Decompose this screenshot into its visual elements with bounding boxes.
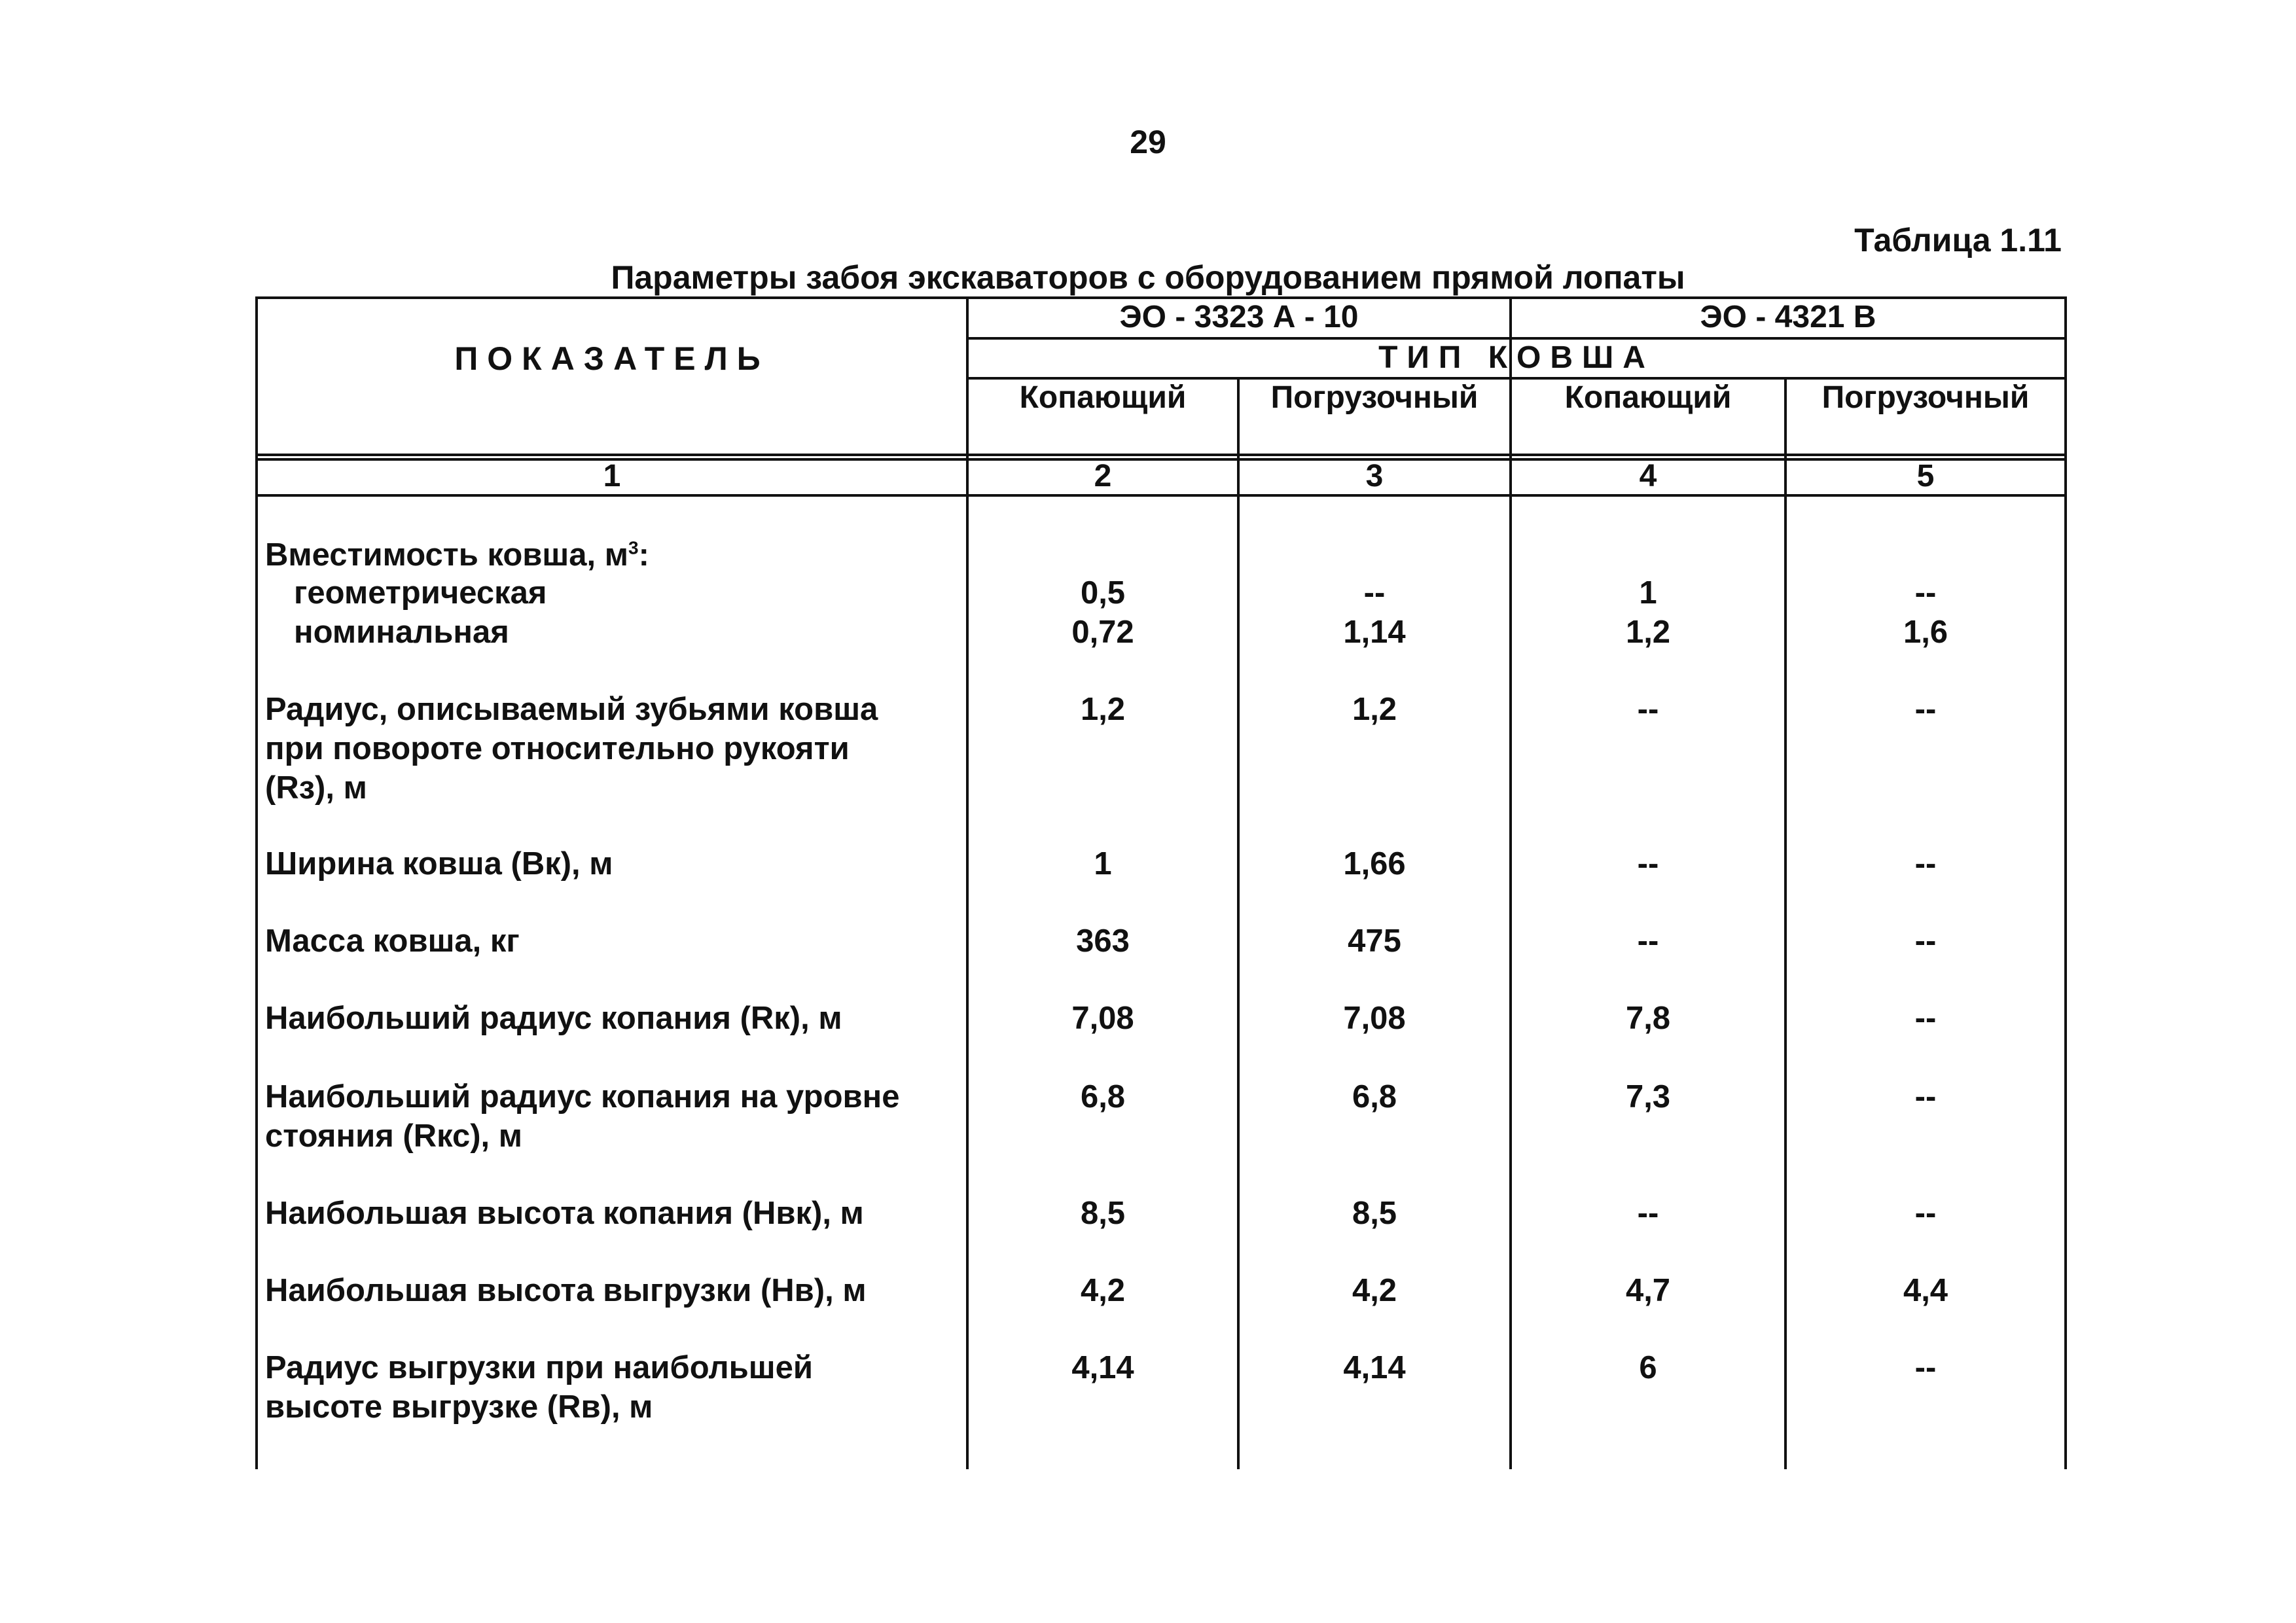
row-label-max-dig-height: Наибольшая высота копания (Нвк), м [265, 1196, 864, 1231]
cell-dig-radius-level-c2: 6,8 [1080, 1079, 1126, 1115]
row-label-capacity-text: Вместимость ковша, м [265, 537, 628, 573]
row-label-bucket-mass: Масса ковша, кг [265, 923, 520, 959]
cell-max-dig-radius-c2: 7,08 [1071, 1001, 1134, 1036]
row-label-capacity-suffix: : [638, 537, 649, 573]
cell-teeth-radius-c5: -- [1914, 692, 1937, 727]
row-label-geometric: геометрическая [294, 575, 547, 611]
cell-bucket-width-c5: -- [1914, 846, 1937, 882]
cell-bucket-width-c4: -- [1637, 846, 1659, 882]
page-number: 29 [1130, 124, 1166, 160]
row-label-teeth-radius-3: (Rз), м [265, 770, 367, 806]
row-label-max-unload-height: Наибольшая высота выгрузки (Нв), м [265, 1273, 867, 1308]
row-label-dig-radius-level-2: стояния (Rкс), м [265, 1118, 523, 1154]
cell-nominal-c4: 1,2 [1625, 615, 1671, 650]
row-label-capacity-sup: 3 [628, 537, 639, 558]
cell-max-dig-height-c5: -- [1914, 1196, 1937, 1231]
row-label-dig-radius-level-1: Наибольший радиус копания на уровне [265, 1079, 900, 1115]
cell-bucket-mass-c3: 475 [1348, 923, 1401, 959]
header-subcol-3: Копающий [1564, 380, 1732, 415]
cell-bucket-width-c3: 1,66 [1343, 846, 1406, 882]
cell-max-dig-height-c2: 8,5 [1080, 1196, 1126, 1231]
table-label: Таблица 1.11 [1854, 222, 2062, 259]
cell-bucket-mass-c2: 363 [1076, 923, 1130, 959]
col-number-4: 4 [1639, 459, 1657, 493]
header-model-1: ЭО - 3323 А - 10 [1119, 300, 1359, 334]
cell-dig-radius-level-c5: -- [1914, 1079, 1937, 1115]
cell-nominal-c2: 0,72 [1071, 615, 1134, 650]
col-number-2: 2 [1094, 459, 1112, 493]
cell-max-unload-height-c3: 4,2 [1352, 1273, 1397, 1308]
cell-max-dig-radius-c3: 7,08 [1343, 1001, 1406, 1036]
header-model-2: ЭО - 4321 В [1700, 300, 1876, 334]
col-number-5: 5 [1916, 459, 1935, 493]
header-bottom-border [255, 454, 2067, 456]
cell-max-unload-height-c5: 4,4 [1903, 1273, 1948, 1308]
row-label-max-dig-radius: Наибольший радиус копания (Rк), м [265, 1001, 842, 1036]
row-label-unload-radius-1: Радиус выгрузки при наибольшей [265, 1350, 813, 1385]
cell-max-unload-height-c4: 4,7 [1625, 1273, 1671, 1308]
cell-max-dig-radius-c4: 7,8 [1625, 1001, 1671, 1036]
row-label-unload-radius-2: высоте выгрузке (Rв), м [265, 1389, 653, 1425]
col-number-1: 1 [603, 459, 621, 493]
cell-max-dig-height-c3: 8,5 [1352, 1196, 1397, 1231]
cell-unload-radius-c2: 4,14 [1071, 1350, 1134, 1385]
cell-bucket-width-c2: 1 [1094, 846, 1112, 882]
col-number-3: 3 [1365, 459, 1384, 493]
cell-unload-radius-c4: 6 [1639, 1350, 1657, 1385]
row-label-capacity [265, 535, 649, 575]
cell-geometric-c2: 0,5 [1080, 575, 1126, 611]
header-indicator: ПОКАЗАТЕЛЬ [454, 340, 770, 377]
cell-unload-radius-c3: 4,14 [1343, 1350, 1406, 1385]
header-subcol-1: Копающий [1019, 380, 1187, 415]
header-bucket-type: ТИП КОВША [1378, 340, 1655, 375]
row-label-teeth-radius-1: Радиус, описываемый зубьями ковша [265, 692, 878, 727]
cell-teeth-radius-c3: 1,2 [1352, 692, 1397, 727]
table-title: Параметры забоя экскаваторов с оборудованием прямой лопаты [611, 259, 1685, 296]
cell-dig-radius-level-c3: 6,8 [1352, 1079, 1397, 1115]
cell-geometric-c4: 1 [1639, 575, 1657, 611]
cell-nominal-c5: 1,6 [1903, 615, 1948, 650]
row-label-teeth-radius-2: при повороте относительно рукояти [265, 731, 850, 766]
cell-max-dig-radius-c5: -- [1914, 1001, 1937, 1036]
cell-teeth-radius-c4: -- [1637, 692, 1659, 727]
header-subcol-2: Погрузочный [1270, 380, 1479, 415]
header-subcol-4: Погрузочный [1821, 380, 2030, 415]
table-right-border [2064, 296, 2067, 1469]
cell-dig-radius-level-c4: 7,3 [1625, 1079, 1671, 1115]
cell-teeth-radius-c2: 1,2 [1080, 692, 1126, 727]
cell-max-dig-height-c4: -- [1637, 1196, 1659, 1231]
cell-bucket-mass-c5: -- [1914, 923, 1937, 959]
cell-max-unload-height-c2: 4,2 [1080, 1273, 1126, 1308]
cell-nominal-c3: 1,14 [1343, 615, 1406, 650]
cell-geometric-c3: -- [1363, 575, 1386, 611]
row-label-nominal: номинальная [294, 615, 509, 650]
cell-geometric-c5: -- [1914, 575, 1937, 611]
cell-unload-radius-c5: -- [1914, 1350, 1937, 1385]
row-label-bucket-width: Ширина ковша (Вк), м [265, 846, 613, 882]
cell-bucket-mass-c4: -- [1637, 923, 1659, 959]
